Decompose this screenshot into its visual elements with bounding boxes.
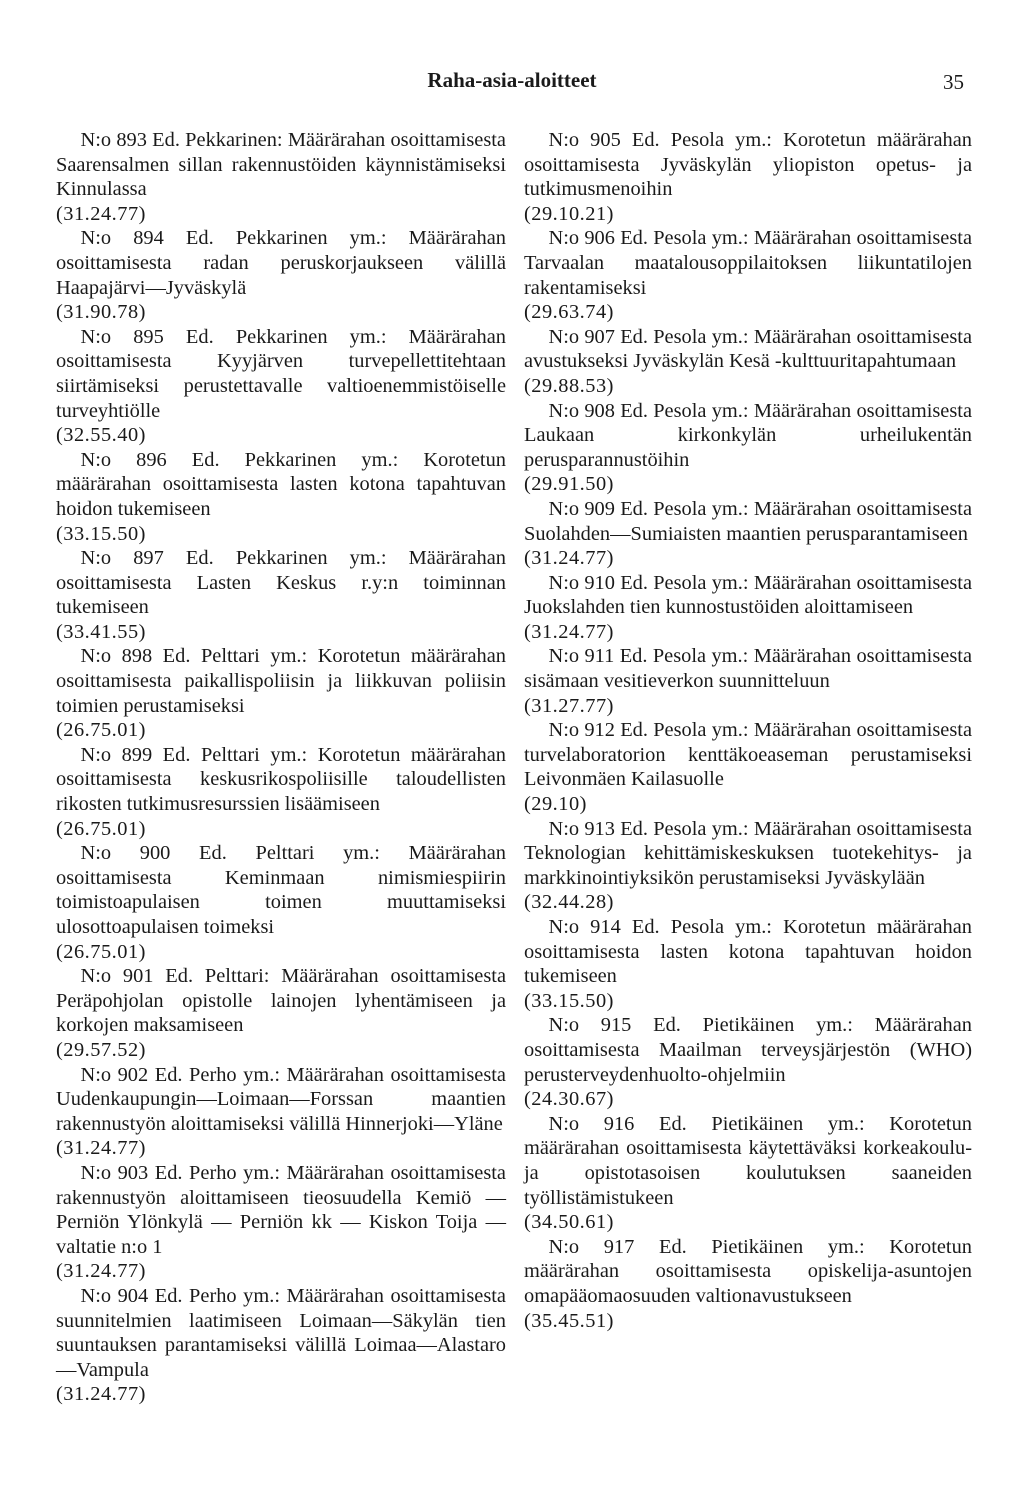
entry-code: (29.91.50) (524, 473, 614, 496)
entry-code: (31.24.77) (56, 1260, 146, 1283)
entry-910 (524, 571, 972, 645)
entry-text: N:o 916 Ed. Pietikäinen ym.: Korotetun määrärahan osoittamisesta käytettäväksi korkeakoulu- ja opistotasoisen koulutuksen saaneiden työllistämistukeen (524, 1112, 972, 1209)
entry-text: N:o 909 Ed. Pesola ym.: Määrärahan osoittamisesta Suolahden—Sumiaisten maantien perusparantamiseen (524, 497, 972, 545)
entry-902 (56, 1063, 506, 1161)
entry-text: N:o 917 Ed. Pietikäinen ym.: Korotetun määrärahan osoittamisesta opiskelija-asuntojen omapääomaosuuden valtionavustukseen (524, 1235, 972, 1307)
entry-text: N:o 914 Ed. Pesola ym.: Korotetun määrärahan osoittamisesta lasten kotona tapahtuvan hoidon tukemiseen (524, 916, 972, 988)
entry-code: (31.27.77) (524, 694, 614, 717)
entry-916 (524, 1112, 972, 1235)
entry-code: (26.75.01) (56, 719, 146, 742)
page-number: 35 (943, 70, 964, 94)
entry-text: N:o 908 Ed. Pesola ym.: Määrärahan osoittamisesta Laukaan kirkonkylän urheilukentän perusparannustöihin (524, 399, 972, 471)
entry-text: N:o 910 Ed. Pesola ym.: Määrärahan osoittamisesta Juokslahden tien kunnostustöiden aloittamiseen (524, 571, 972, 619)
entry-code: (24.30.67) (524, 1088, 614, 1111)
entry-909 (524, 497, 972, 571)
right-column (524, 128, 972, 1333)
entry-text: N:o 900 Ed. Pelttari ym.: Määrärahan osoittamisesta Keminmaan nimismiespiirin toimistoapulaisen toimen muuttamiseksi ulosottoapulaisen toimeksi (56, 842, 506, 938)
entry-904 (56, 1284, 506, 1407)
entry-893 (56, 128, 506, 226)
entry-text: N:o 898 Ed. Pelttari ym.: Korotetun määrärahan osoittamisesta paikallispoliisin ja liikkuvan poliisin toimien perustamiseksi (56, 645, 506, 717)
entry-text: N:o 905 Ed. Pesola ym.: Korotetun määrärahan osoittamisesta Jyväskylän yliopiston opetus- ja tutkimusmenoihin (524, 129, 972, 201)
left-column (56, 128, 506, 1407)
entry-code: (34.50.61) (524, 1211, 614, 1234)
entry-899 (56, 743, 506, 841)
entry-911 (524, 644, 972, 718)
entry-894 (56, 226, 506, 324)
entry-text: N:o 906 Ed. Pesola ym.: Määrärahan osoittamisesta Tarvaalan maatalousoppilaitoksen liikuntatilojen rakentamiseksi (524, 227, 972, 299)
entry-897 (56, 546, 506, 644)
entry-code: (29.57.52) (56, 1038, 146, 1061)
entry-text: N:o 901 Ed. Pelttari: Määrärahan osoittamisesta Peräpohjolan opistolle lainojen lyhentämiseen ja korkojen maksamiseen (56, 965, 506, 1037)
entry-text: N:o 915 Ed. Pietikäinen ym.: Määrärahan osoittamisesta Maailman terveysjärjestön (WHO) perusterveydenhuolto-ohjelmiin (524, 1014, 972, 1086)
entry-text: N:o 896 Ed. Pekkarinen ym.: Korotetun määrärahan osoittamisesta lasten kotona tapahtuvan hoidon tukemiseen (56, 448, 506, 520)
entry-903 (56, 1161, 506, 1284)
entry-text: N:o 911 Ed. Pesola ym.: Määrärahan osoittamisesta sisämaan vesitieverkon suunnitteluun (524, 645, 972, 693)
entry-code: (32.55.40) (56, 424, 146, 447)
entry-code: (32.44.28) (524, 891, 614, 914)
entry-code: (31.24.77) (56, 1383, 146, 1406)
entry-code: (33.41.55) (56, 620, 146, 643)
entry-text: N:o 912 Ed. Pesola ym.: Määrärahan osoittamisesta turvelaboratorion kenttäkoeaseman perustamiseksi Leivonmäen Kailasuolle (524, 719, 972, 791)
entry-text: N:o 893 Ed. Pekkarinen: Määrärahan osoittamisesta Saarensalmen sillan rakennustöiden käynnistämiseksi Kinnulassa (56, 129, 506, 201)
entry-913 (524, 817, 972, 915)
entry-text: N:o 904 Ed. Perho ym.: Määrärahan osoittamisesta suunnitelmien laatimiseen Loimaan—Säkylän tien suuntauksen parantamiseksi välillä Loimaa—Alastaro—Vampula (56, 1284, 506, 1381)
entry-text: N:o 907 Ed. Pesola ym.: Määrärahan osoittamisesta avustukseksi Jyväskylän Kesä -kulttuuritapahtumaan (524, 325, 972, 373)
entry-915 (524, 1013, 972, 1111)
entry-code: (31.90.78) (56, 301, 146, 324)
entry-code: (31.24.77) (524, 547, 614, 570)
entry-917 (524, 1235, 972, 1333)
entry-914 (524, 915, 972, 1013)
entry-code: (26.75.01) (56, 817, 146, 840)
entry-text: N:o 903 Ed. Perho ym.: Määrärahan osoittamisesta rakennustyön aloittamiseen tieosuudella Kemiö — Perniön Ylönkylä — Perniön kk — Kiskon Toija — valtatie n:o 1 (56, 1161, 506, 1258)
entry-text: N:o 897 Ed. Pekkarinen ym.: Määrärahan osoittamisesta Lasten Keskus r.y:n toiminnan tukemiseen (56, 547, 506, 619)
entry-code: (31.24.77) (524, 620, 614, 643)
entry-text: N:o 913 Ed. Pesola ym.: Määrärahan osoittamisesta Teknologian kehittämiskeskuksen tuotekehitys- ja markkinointiyksikön perustamiseksi Jyväskylään (524, 817, 972, 889)
entry-code: (33.15.50) (56, 522, 146, 545)
entry-text: N:o 894 Ed. Pekkarinen ym.: Määrärahan osoittamisesta radan peruskorjaukseen välillä Haapajärvi—Jyväskylä (56, 227, 506, 299)
entry-898 (56, 644, 506, 742)
entry-code: (31.24.77) (56, 202, 146, 225)
entry-text: N:o 895 Ed. Pekkarinen ym.: Määrärahan osoittamisesta Kyyjärven turvepellettitehtaan siirtämiseksi perustettavalle valtioenemmistöiselle turveyhtiölle (56, 325, 506, 422)
entry-text: N:o 899 Ed. Pelttari ym.: Korotetun määrärahan osoittamisesta keskusrikospoliisille taloudellisten rikosten tutkimusresurssien lisäämiseen (56, 743, 506, 816)
entry-895 (56, 325, 506, 448)
entry-code: (29.10.21) (524, 202, 614, 225)
running-head: Raha-asia-aloitteet (427, 68, 597, 92)
entry-code: (29.63.74) (524, 301, 614, 324)
entry-900 (56, 841, 506, 964)
entry-code: (26.75.01) (56, 940, 146, 963)
entry-code: (29.10) (524, 793, 587, 816)
entry-908 (524, 399, 972, 497)
entry-907 (524, 325, 972, 399)
entry-text: N:o 902 Ed. Perho ym.: Määrärahan osoittamisesta Uudenkaupungin—Loimaan—Forssan maantien rakennustyön aloittamiseksi välillä Hinnerjoki—Yläne (56, 1063, 506, 1135)
entry-912 (524, 718, 972, 816)
entry-901 (56, 964, 506, 1062)
entry-code: (33.15.50) (524, 989, 614, 1012)
entry-905 (524, 128, 972, 226)
entry-896 (56, 448, 506, 546)
entry-code: (31.24.77) (56, 1137, 146, 1160)
entry-code: (35.45.51) (524, 1309, 614, 1332)
entry-code: (29.88.53) (524, 374, 614, 397)
entry-906 (524, 226, 972, 324)
